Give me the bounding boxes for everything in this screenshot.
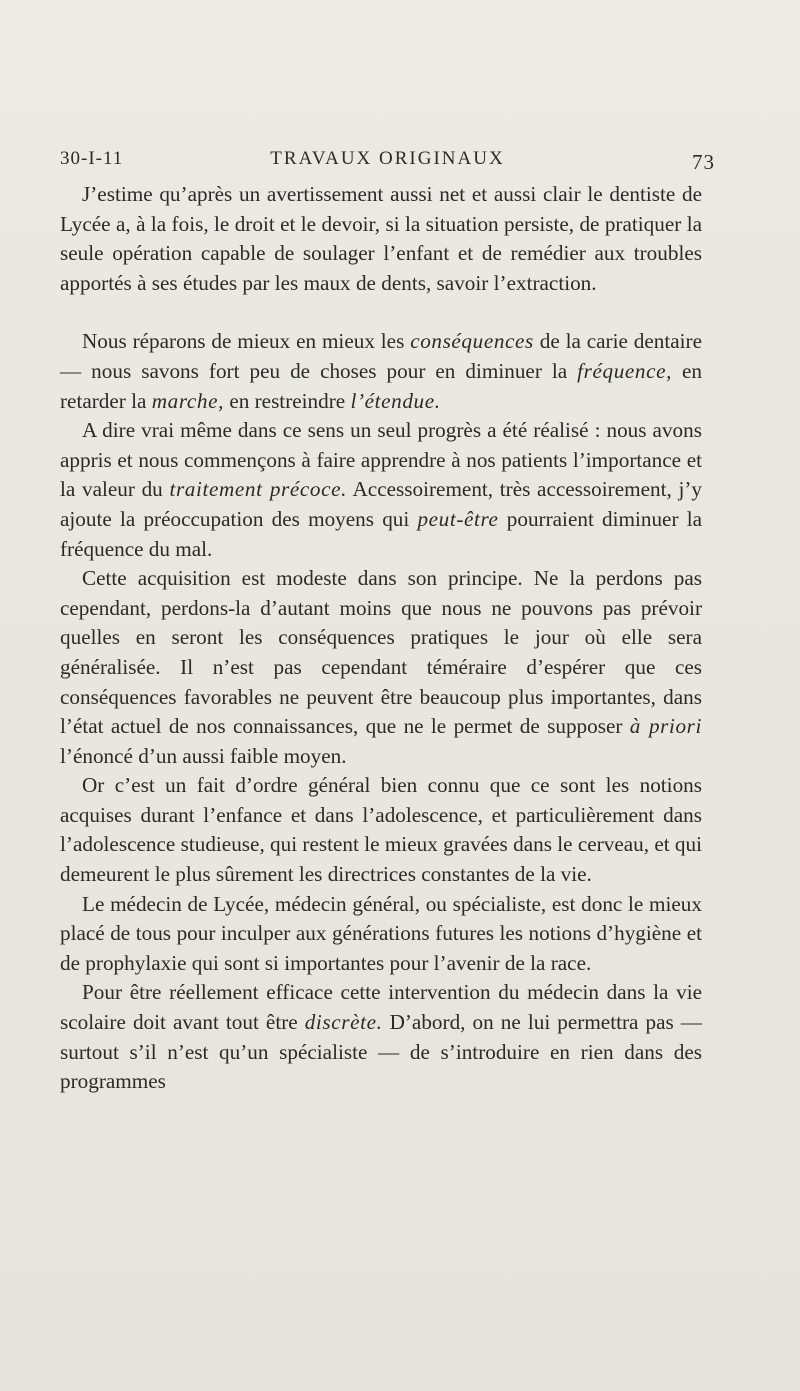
italic-run: fréquence, [577, 358, 672, 383]
paragraph [60, 890, 702, 979]
text-run: Cette acquisition est modeste dans son principe. Ne la perdons pas cependant, perdons-la d’autant moins que nous ne pouvons pas prévoir quelles en seront les conséquences pratiques le jour où elle sera généralisée. Il n’est pas cependant téméraire d’espérer que ces conséquences favorables ne peuvent être beaucoup plus importantes, dans l’état actuel de nos connaissances, que ne le permet de supposer [60, 566, 702, 739]
italic-run: discrète. [304, 1010, 383, 1035]
italic-run: peut-être [417, 506, 499, 531]
italic-run: l’étendue. [350, 388, 441, 413]
paragraph [60, 978, 702, 1096]
text-run: D’abord, on ne lui permettra pas — surtout s’il n’est qu’un spécialiste — de s’introduire en rien dans des programmes [60, 1010, 702, 1094]
text-run: Pour être réellement efficace cette intervention du médecin dans la vie scolaire doit avant tout être [60, 980, 702, 1035]
text-run: Or c’est un fait d’ordre général bien connu que ce sont les notions acquises durant l’enfance et dans l’adolescence, et particulièrement dans l’adolescence studieuse, qui restent le mieux gravées dans le cerveau, et qui demeurent le plus sûrement les directrices constantes de la vie. [60, 773, 702, 887]
italic-run: marche, [151, 388, 225, 413]
header-section-title: TRAVAUX ORIGINAUX [270, 148, 505, 169]
header-date: 30-I-11 [60, 148, 124, 169]
page-number: 73 [692, 150, 715, 174]
text-run: Le médecin de Lycée, médecin général, ou spécialiste, est donc le mieux placé de tous pour inculper aux générations futures les notions d’hygiène et de prophylaxie qui sont si importantes pour l’avenir de la race. [60, 891, 702, 975]
paragraph [60, 327, 702, 416]
italic-run: traitement précoce. [169, 477, 347, 502]
paragraph [60, 416, 702, 564]
paragraph [60, 564, 702, 771]
text-run: en restreindre [224, 388, 351, 413]
text-run: pourraient diminuer la fréquence du mal. [60, 506, 702, 561]
text-run: J’estime qu’après un avertissement aussi net et aussi clair le dentiste de Lycée a, à la fois, le droit et le devoir, si la situation persiste, de pratiquer la seule opération capable de soulager l’enfant et de remédier aux troubles apportés à ses études par les maux de dents, savoir l’extraction. [60, 182, 702, 295]
text-run: de la carie dentaire — nous savons fort peu de choses pour en diminuer la [60, 329, 703, 383]
running-header [60, 148, 715, 178]
body-text [60, 180, 702, 1097]
paragraph-gap [60, 298, 702, 327]
paragraph [60, 771, 702, 889]
text-run: A dire vrai même dans ce sens un seul progrès a été réalisé : nous avons appris et nous commençons à faire apprendre à nos patients l’importance et la valeur du [60, 418, 702, 502]
text-run: Accessoirement, très accessoirement, j’y ajoute la préoccupation des moyens qui [60, 477, 702, 531]
text-run: Nous réparons de mieux en mieux les [82, 329, 411, 354]
paragraph [60, 180, 702, 298]
text-run: en retarder la [60, 358, 702, 413]
text-run: l’énoncé d’un aussi faible moyen. [60, 743, 347, 768]
italic-run: conséquences [410, 329, 534, 354]
italic-run: à priori [629, 714, 702, 739]
